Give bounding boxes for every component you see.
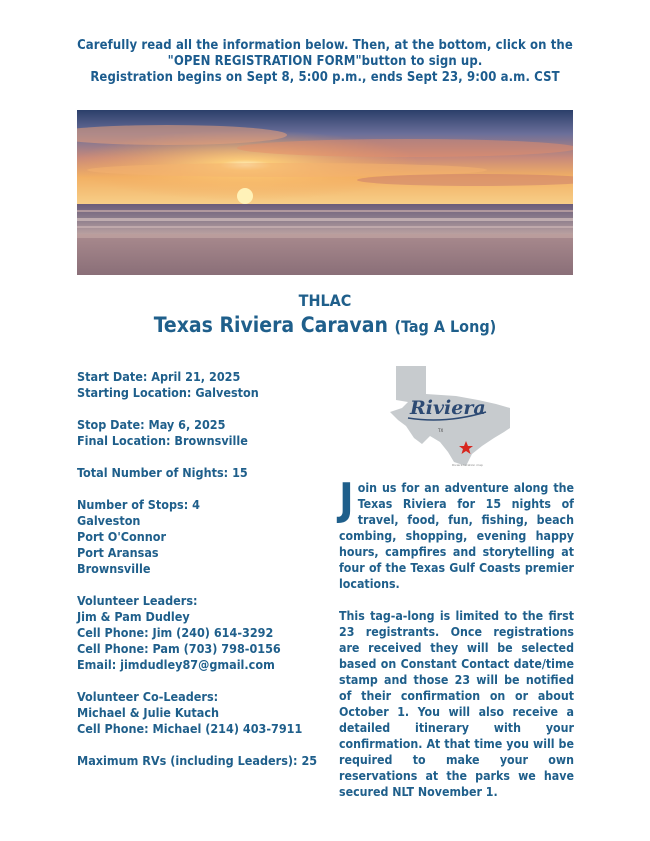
stop-date: Stop Date: May 6, 2025 [77, 417, 226, 432]
page-title [0, 313, 650, 337]
total-nights: Total Number of Nights: 15 [77, 465, 248, 480]
title-sub: (Tag A Long) [394, 317, 497, 336]
stop-item: Galveston [77, 513, 141, 528]
coleaders-names: Michael & Julie Kutach [77, 705, 219, 720]
instructions-header [0, 38, 650, 86]
map-label: Riviera [410, 397, 486, 419]
sunset-beach-image [77, 110, 573, 275]
leaders-phone-pam: Cell Phone: Pam (703) 798-0156 [77, 641, 281, 656]
title-main: Texas Riviera Caravan [153, 313, 388, 337]
texas-map-image [386, 362, 516, 472]
leaders-email: Email: jimdudley87@gmail.com [77, 657, 275, 672]
leaders-label: Volunteer Leaders: [77, 593, 198, 608]
map-credit: Riviera location map [452, 463, 483, 467]
coleaders-phone: Cell Phone: Michael (214) 403-7911 [77, 721, 303, 736]
instructions-line-1: Carefully read all the information below. Then, at the bottom, click on the [77, 38, 573, 53]
map-state-abbr: TX [438, 428, 444, 433]
trip-details [77, 369, 317, 769]
description-paragraph-1 [339, 474, 574, 592]
stop-item: Port Aransas [77, 545, 159, 560]
description-paragraph-2: This tag-a-long is limited to the first 23 registrants. Once registrations are received they will be selected based on Constant Contact date/time stamp and those 23 will be notified of their confirmation on or about October 1. You will also receive a detailed itinerary with your confirmation. At that time you will be required to make your own reservations at the parks we have secured NLT November 1. [339, 609, 574, 799]
start-location: Starting Location: Galveston [77, 385, 259, 400]
start-date: Start Date: April 21, 2025 [77, 369, 241, 384]
description [339, 474, 574, 800]
instructions-line-3: Registration begins on Sept 8, 5:00 p.m., ends Sept 23, 9:00 a.m. CST [90, 70, 560, 85]
stop-item: Port O'Connor [77, 529, 167, 544]
leaders-names: Jim & Pam Dudley [77, 609, 190, 624]
leaders-phone-jim: Cell Phone: Jim (240) 614-3292 [77, 625, 274, 640]
dropcap-letter: J [339, 474, 354, 525]
paragraph-1-text: oin us for an adventure along the Texas Riviera for 15 nights of travel, food, fun, fishing, beach combing, shopping, evening happy hours, campfires and storytelling at four of the Texas Gulf Coasts premier locations. [339, 481, 574, 591]
stop-item: Brownsville [77, 561, 151, 576]
number-of-stops: Number of Stops: 4 [77, 497, 200, 512]
final-location: Final Location: Brownsville [77, 433, 248, 448]
max-rvs: Maximum RVs (including Leaders): 25 [77, 753, 318, 768]
coleaders-label: Volunteer Co-Leaders: [77, 689, 219, 704]
instructions-line-2: "OPEN REGISTRATION FORM"button to sign up. [167, 54, 483, 69]
organization-name: THLAC [298, 291, 352, 310]
